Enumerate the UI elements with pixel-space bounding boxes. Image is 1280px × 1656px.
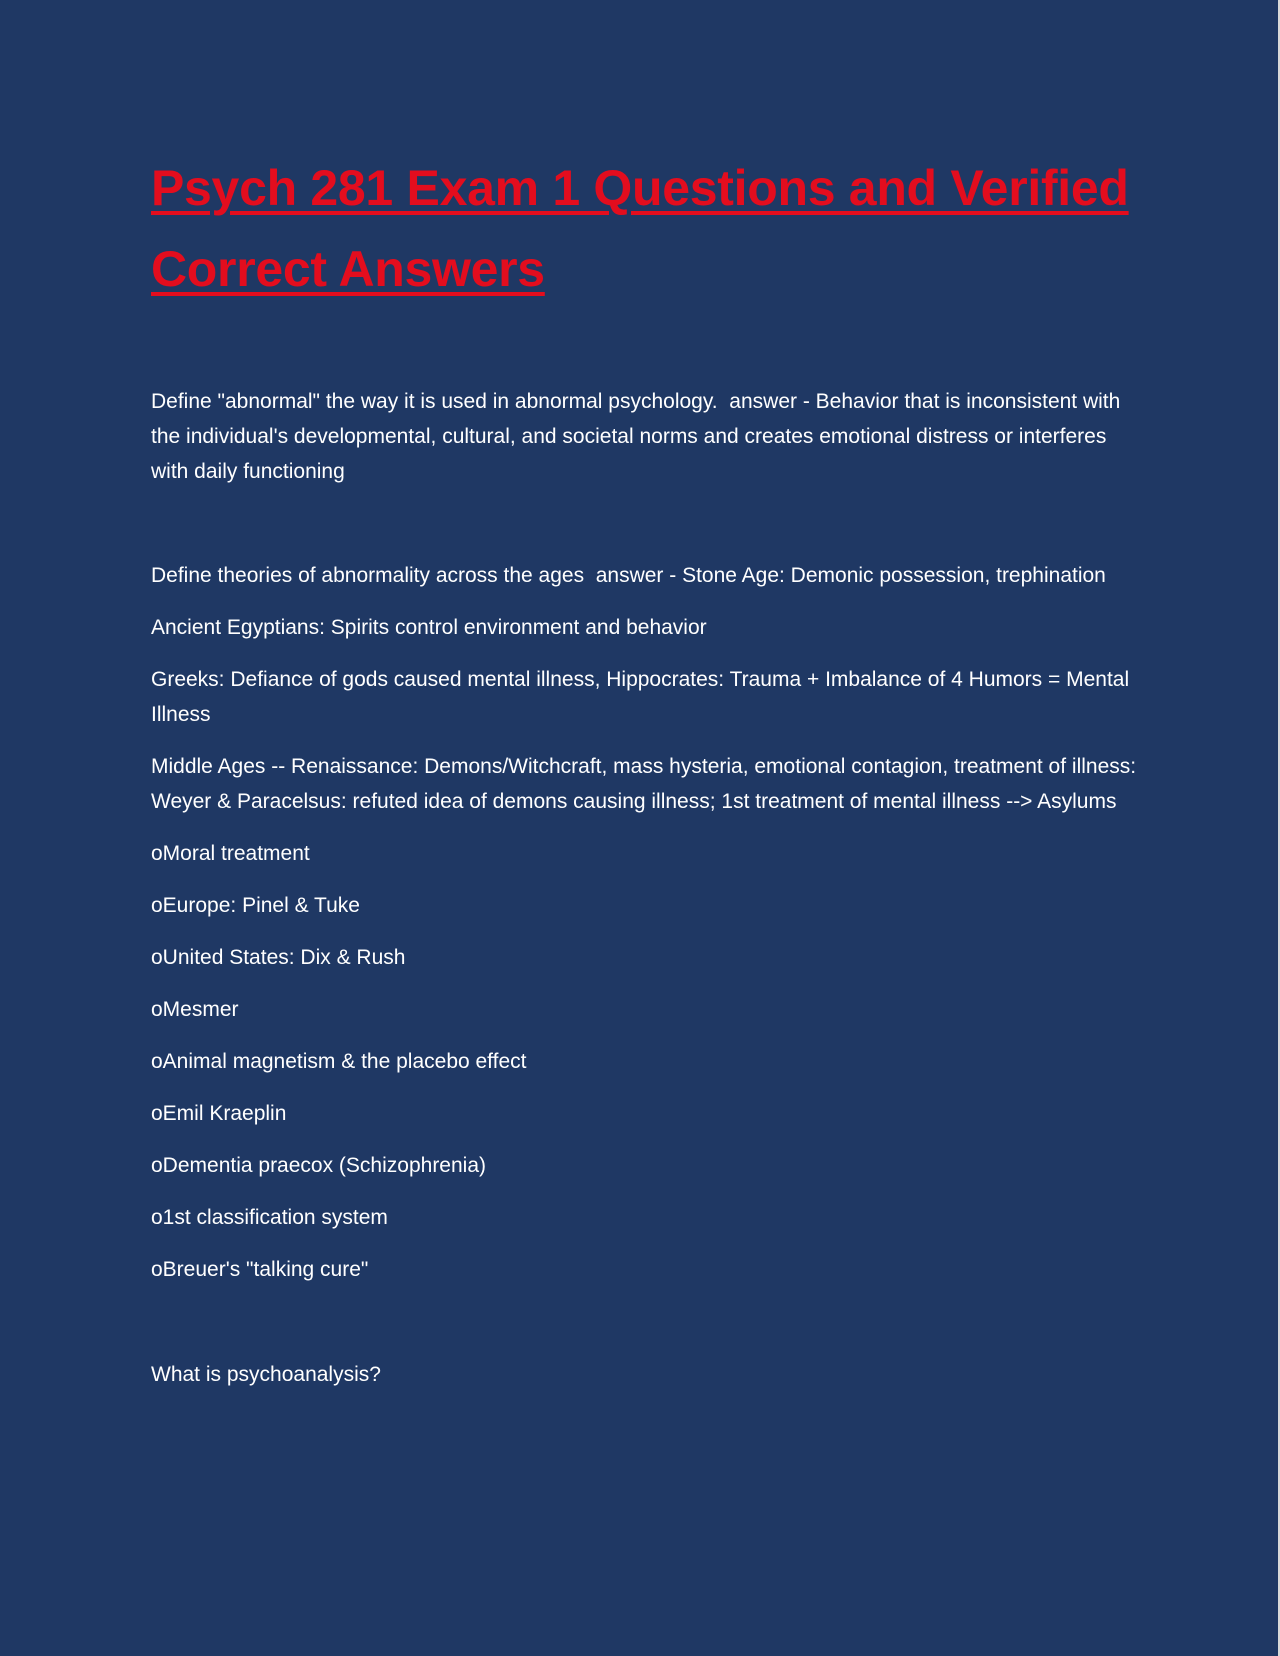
answer-line-egyptians: Ancient Egyptians: Spirits control environment and behavior bbox=[151, 616, 707, 639]
answer-line-greeks: Greeks: Defiance of gods caused mental illness, Hippocrates: Trauma + Imbalance of 4 Humors = Mental Illness bbox=[151, 668, 1135, 726]
answer-line-classification: o1st classification system bbox=[151, 1206, 388, 1229]
answer-line-united-states: oUnited States: Dix & Rush bbox=[151, 946, 406, 969]
answer-line-moral-treatment: oMoral treatment bbox=[151, 842, 310, 865]
question-psychoanalysis: What is psychoanalysis? bbox=[151, 1363, 381, 1386]
document-title: Psych 281 Exam 1 Questions and Verified Correct Answers bbox=[151, 160, 1129, 297]
question-block-psychoanalysis bbox=[151, 1357, 1141, 1392]
answer-line-animal-magnetism: oAnimal magnetism & the placebo effect bbox=[151, 1050, 527, 1073]
question-abnormal-definition: Define "abnormal" the way it is used in abnormal psychology. answer - Behavior that is inconsistent with the individual's developmental, cultural, and societal norms and creates emotional distress or interferes with daily functioning bbox=[151, 390, 1127, 483]
answer-line-talking-cure: oBreuer's "talking cure" bbox=[151, 1258, 369, 1281]
document-body bbox=[151, 148, 1141, 1409]
question-theories-of-abnormality: Define theories of abnormality across the ages answer - Stone Age: Demonic possession, trephination bbox=[151, 564, 1106, 587]
answer-line-europe: oEurope: Pinel & Tuke bbox=[151, 894, 360, 917]
answer-line-middle-ages: Middle Ages -- Renaissance: Demons/Witchcraft, mass hysteria, emotional contagion, treatment of illness: Weyer & Paracelsus: refuted idea of demons causing illness; 1st treatment of mental illness --> Asylums bbox=[151, 755, 1142, 813]
answer-line-kraeplin: oEmil Kraeplin bbox=[151, 1102, 287, 1125]
answer-line-dementia-praecox: oDementia praecox (Schizophrenia) bbox=[151, 1154, 487, 1177]
answer-line-mesmer: oMesmer bbox=[151, 998, 239, 1021]
question-block-abnormal bbox=[151, 384, 1141, 489]
question-block-theories bbox=[151, 558, 1141, 1287]
